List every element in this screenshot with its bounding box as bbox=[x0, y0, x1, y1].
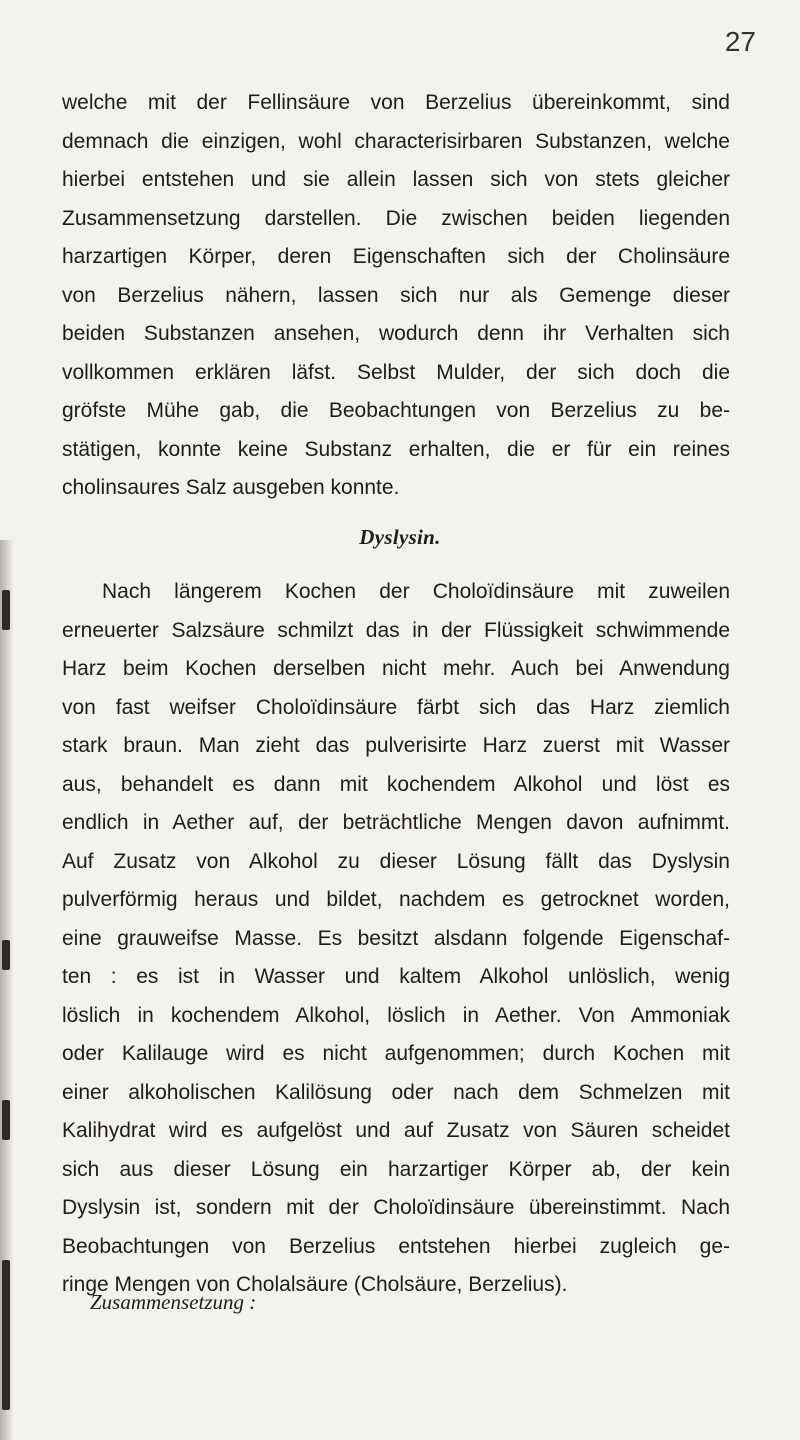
text-line: pulverförmig heraus und bildet, nachdem es getrocknet worden, bbox=[62, 888, 730, 911]
text-line: löslich in kochendem Alkohol, löslich in Aether. Von Ammoniak bbox=[62, 1003, 730, 1027]
text-line: ringe Mengen von Cholalsäure (Cholsäure, Berzelius). bbox=[62, 1273, 568, 1296]
text-line: ten : es ist in Wasser und kaltem Alkohol unlöslich, wenig bbox=[62, 965, 730, 988]
text-line: gröfste Mühe gab, die Beobachtungen von Berzelius zu be- bbox=[62, 399, 730, 422]
binding-mark bbox=[2, 940, 10, 970]
binding-shadow bbox=[0, 540, 14, 1440]
text-line: von fast weifser Choloïdinsäure färbt sich das Harz ziemlich bbox=[62, 695, 730, 719]
binding-mark bbox=[2, 1100, 10, 1140]
text-line: Kalihydrat wird es aufgelöst und auf Zusatz von Säuren scheidet bbox=[62, 1119, 730, 1142]
binding-mark bbox=[2, 1260, 10, 1410]
text-line: Zusammensetzung darstellen. Die zwischen beiden liegenden bbox=[62, 206, 730, 230]
text-line: demnach die einzigen, wohl characterisirbaren Substanzen, welche bbox=[62, 129, 730, 153]
text-line: eine grauweifse Masse. Es besitzt alsdann folgende Eigenschaf- bbox=[62, 926, 730, 950]
text-line: harzartigen Körper, deren Eigenschaften sich der Cholinsäure bbox=[62, 245, 730, 268]
text-line: Dyslysin ist, sondern mit der Choloïdinsäure übereinstimmt. Nach bbox=[62, 1196, 730, 1219]
text-line: oder Kalilauge wird es nicht aufgenommen; durch Kochen mit bbox=[62, 1042, 730, 1065]
text-line: aus, behandelt es dann mit kochendem Alkohol und löst es bbox=[62, 772, 730, 796]
text-line: Nach längerem Kochen der Choloïdinsäure mit zuweilen bbox=[102, 580, 730, 603]
text-line: welche mit der Fellinsäure von Berzelius übereinkommt, sind bbox=[62, 91, 730, 114]
paragraph-intro bbox=[62, 84, 730, 508]
text-line: von Berzelius nähern, lassen sich nur als Gemenge dieser bbox=[62, 283, 730, 307]
text-line: stätigen, konnte keine Substanz erhalten, die er für ein reines bbox=[62, 437, 730, 461]
text-line: endlich in Aether auf, der beträchtliche Mengen davon aufnimmt. bbox=[62, 811, 730, 834]
binding-mark bbox=[2, 590, 10, 630]
text-line: vollkommen erklären läfst. Selbst Mulder, der sich doch die bbox=[62, 360, 730, 384]
text-line: erneuerter Salzsäure schmilzt das in der Flüssigkeit schwimmende bbox=[62, 618, 730, 642]
text-line: Beobachtungen von Berzelius entstehen hierbei zugleich ge- bbox=[62, 1234, 730, 1258]
section-heading: Dyslysin. bbox=[359, 525, 441, 549]
text-line: hierbei entstehen und sie allein lassen sich von stets gleicher bbox=[62, 168, 730, 191]
text-line: einer alkoholischen Kalilösung oder nach dem Schmelzen mit bbox=[62, 1080, 730, 1104]
text-line: beiden Substanzen ansehen, wodurch denn ihr Verhalten sich bbox=[62, 322, 730, 345]
page-number: 27 bbox=[724, 26, 756, 57]
text-line: Auf Zusatz von Alkohol zu dieser Lösung fällt das Dyslysin bbox=[62, 849, 730, 873]
text-line: Harz beim Kochen derselben nicht mehr. Auch bei Anwendung bbox=[62, 657, 730, 680]
composition-label: Zusammensetzung : bbox=[90, 1290, 257, 1314]
text-line: stark braun. Man zieht das pulverisirte Harz zuerst mit Wasser bbox=[62, 734, 730, 757]
text-line: sich aus dieser Lösung ein harzartiger Körper ab, der kein bbox=[62, 1157, 730, 1181]
text-line: cholinsaures Salz ausgeben konnte. bbox=[62, 476, 400, 499]
paragraph-dyslysin bbox=[62, 573, 730, 1305]
